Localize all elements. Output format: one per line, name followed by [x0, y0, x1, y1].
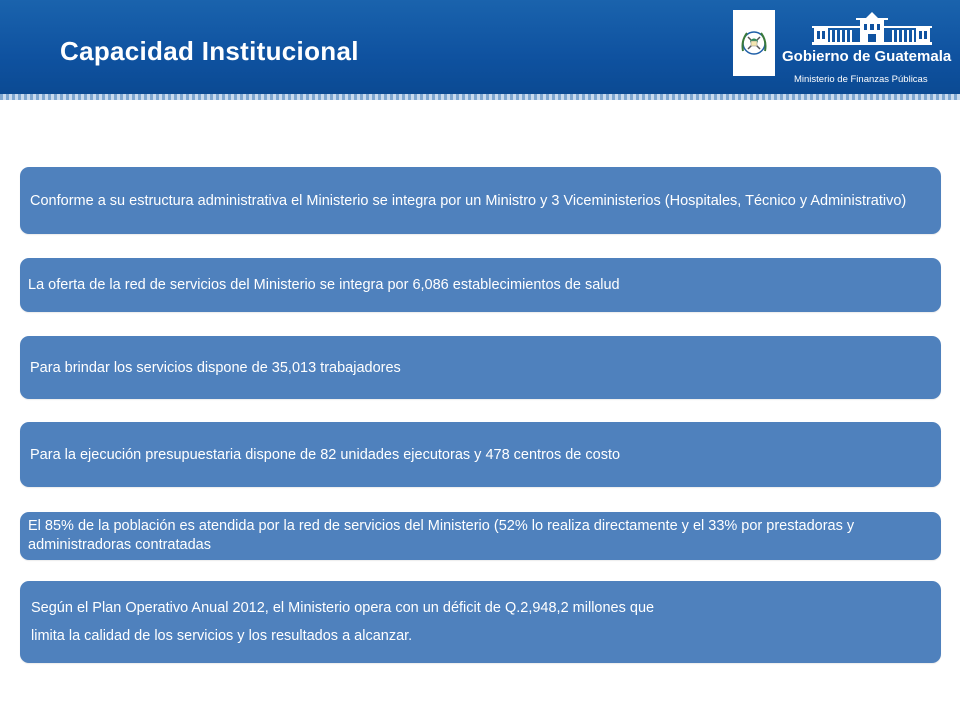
- info-bar-text-line2: limita la calidad de los servicios y los resultados a alcanzar.: [31, 628, 413, 644]
- info-bar-population-coverage: [20, 512, 941, 560]
- ministry-name: Ministerio de Finanzas Públicas: [794, 74, 928, 85]
- info-bar-text: El 85% de la población es atendida por la red de servicios del Ministerio (52% lo realiza directamente y el 33% por prestadoras y administradoras contratadas: [28, 518, 855, 553]
- info-bar-text-line1: Según el Plan Operativo Anual 2012, el Ministerio opera con un déficit de Q.2,948,2 millones que: [31, 600, 655, 616]
- header-divider: [0, 94, 960, 100]
- page-title: Capacidad Institucional: [60, 36, 359, 66]
- national-palace-icon: [812, 12, 932, 46]
- info-bar-text: Conforme a su estructura administrativa el Ministerio se integra por un Ministro y 3 Viceministerios (Hospitales, Técnico y Administrativo): [30, 192, 907, 209]
- info-bar-text: La oferta de la red de servicios del Ministerio se integra por 6,086 establecimientos de salud: [28, 277, 620, 293]
- guatemala-coat-of-arms-icon: [737, 23, 771, 63]
- coat-of-arms-logo: [733, 10, 775, 76]
- info-bar-text: Para la ejecución presupuestaria dispone de 82 unidades ejecutoras y 478 centros de costo: [30, 446, 621, 463]
- info-bar-workers: [20, 336, 941, 399]
- info-bar-deficit: [20, 581, 941, 663]
- info-bar-budget-units: [20, 422, 941, 487]
- info-bar-text: Para brindar los servicios dispone de 35,013 trabajadores: [30, 359, 401, 376]
- government-brand: [782, 12, 952, 88]
- info-bar-establishments: [20, 258, 941, 312]
- header-banner: [0, 0, 960, 94]
- government-name: Gobierno de Guatemala: [782, 48, 952, 65]
- info-bar-structure: [20, 167, 941, 234]
